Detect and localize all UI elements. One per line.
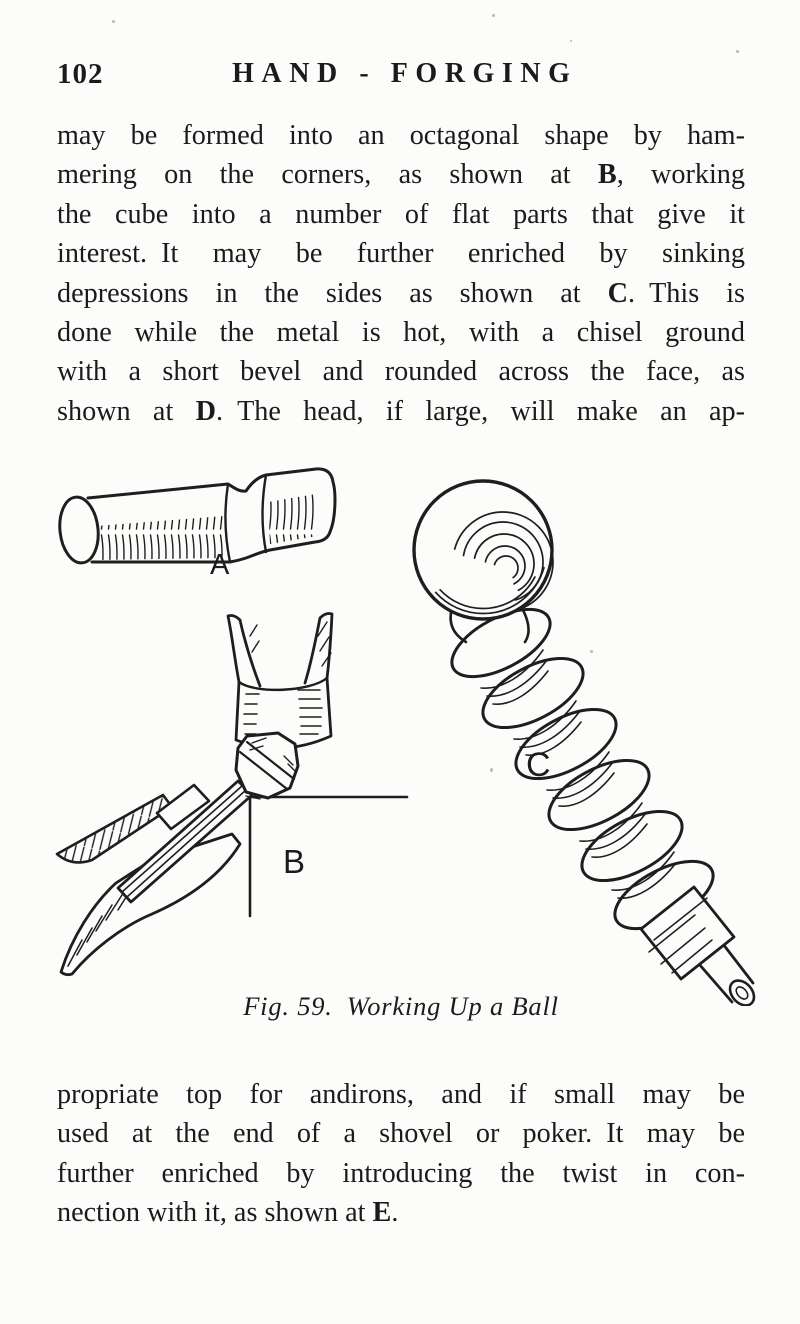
text-line: used at the end of a shovel or poker. It may be	[57, 1118, 745, 1150]
text-line: done while the metal is hot, with a chisel ground	[57, 317, 745, 349]
text-line: with a short bevel and rounded across the face, as	[57, 356, 745, 388]
paragraph-top	[57, 116, 745, 431]
figure-caption: Fig. 59. Working Up a Ball	[243, 991, 559, 1021]
text-line: shown at D. The head, if large, will make an ap-	[57, 395, 745, 427]
text-line: may be formed into an octagonal shape by ham-	[57, 120, 745, 151]
figure-59	[0, 440, 800, 1006]
anvil-corner-drawing	[250, 797, 407, 916]
text-line: interest. It may be further enriched by sinking	[57, 238, 745, 270]
tongs-and-head-drawing	[57, 733, 298, 975]
paragraph-bottom	[57, 1075, 745, 1233]
page-number: 102	[57, 58, 104, 90]
text-line: nection with it, as shown at E.	[57, 1197, 399, 1229]
page-header	[57, 58, 745, 92]
text-line: the cube into a number of flat parts that give it	[57, 198, 745, 230]
text-line: further enriched by introducing the twist in con-	[57, 1157, 745, 1189]
figure-label-b: B	[283, 843, 306, 880]
running-title: HAND - FORGING	[232, 58, 578, 89]
cupping-tool-drawing	[228, 614, 332, 749]
figure-label-c: C	[526, 746, 551, 784]
ball-and-twist-drawing	[414, 481, 759, 1006]
text-line: mering on the corners, as shown at B, working	[57, 159, 745, 191]
text-line: depressions in the sides as shown at C. This is	[57, 277, 745, 309]
text-line: propriate top for andirons, and if small may be	[57, 1079, 745, 1110]
bar-a-drawing	[57, 469, 335, 565]
figure-59-drawing	[0, 440, 800, 1006]
figure-label-a: A	[210, 549, 230, 581]
